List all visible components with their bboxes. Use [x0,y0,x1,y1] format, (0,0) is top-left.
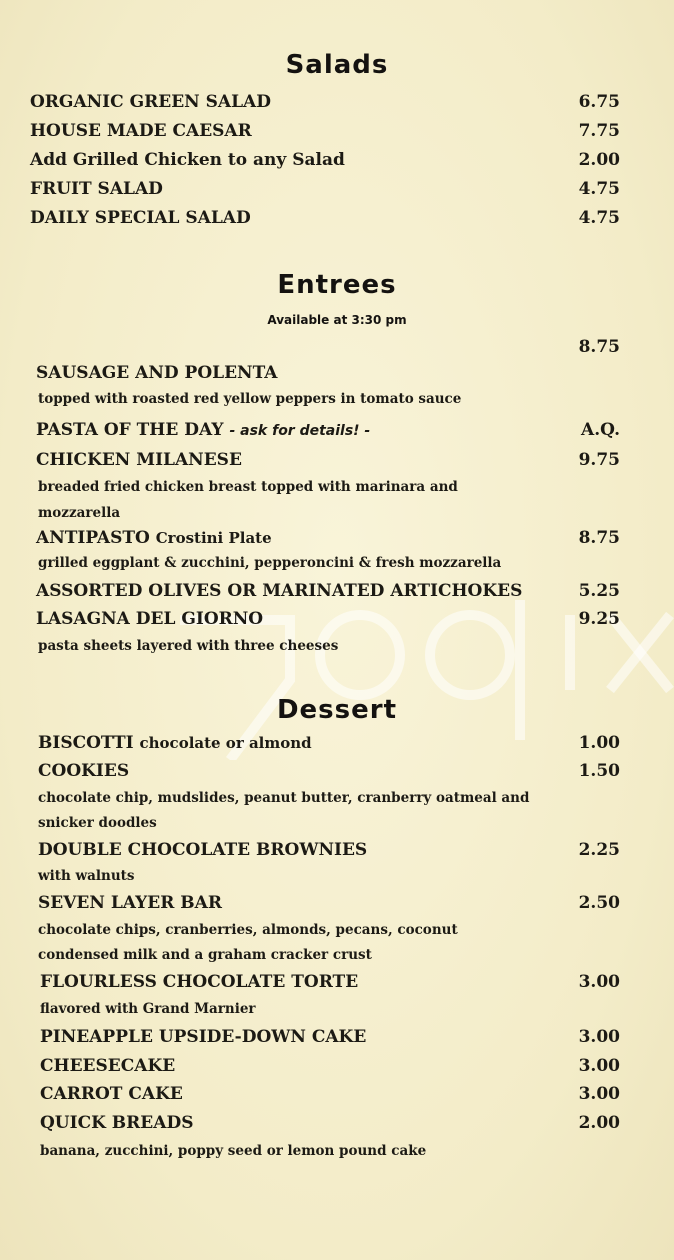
menu-item [36,417,620,443]
item-name-text: BISCOTTI [38,733,134,753]
item-price: 9.25 [578,609,620,629]
item-name-detail: Crostini Plate [155,529,272,547]
menu-item [30,334,620,360]
menu-item [40,1110,620,1136]
item-description: flavored with Grand Marnier [40,1001,256,1017]
menu-item [38,758,620,784]
item-name: HOUSE MADE CAESAR [30,121,252,141]
entrees-availability-note: Available at 3:30 pm [267,313,407,327]
item-price: 8.75 [578,337,620,357]
item-price: 7.75 [578,121,620,141]
menu-item [40,1024,620,1050]
item-name-text: ANTIPASTO [36,528,150,548]
item-price: 1.00 [578,733,620,753]
item-name: DAILY SPECIAL SALAD [30,208,251,228]
menu-item [36,525,620,551]
item-name: FRUIT SALAD [30,179,163,199]
item-price: 6.75 [578,92,620,112]
item-description: topped with roasted red yellow peppers in tomato sauce [38,391,462,407]
item-name: COOKIES [38,761,130,781]
menu-item [30,147,620,173]
item-name-text: PASTA OF THE DAY [36,420,224,440]
menu-item [40,1053,620,1079]
item-name: PINEAPPLE UPSIDE-DOWN CAKE [40,1027,367,1047]
item-name [36,417,370,444]
menu-item [30,89,620,115]
item-name: QUICK BREADS [40,1113,194,1133]
item-description: with walnuts [38,868,135,884]
item-price: 5.25 [578,581,620,601]
menu-item [36,578,620,604]
menu-item [36,447,620,473]
item-name: SEVEN LAYER BAR [38,893,222,913]
item-name-detail: chocolate or almond [139,734,312,752]
item-price: 9.75 [578,450,620,470]
item-note: - ask for details! - [229,423,371,439]
item-price: 3.00 [578,1056,620,1076]
item-name: FLOURLESS CHOCOLATE TORTE [40,972,359,992]
entrees-heading: Entrees [277,270,397,300]
item-description: chocolate chips, cranberries, almonds, pecans, coconut condensed milk and a graham cracker crust [38,922,458,963]
item-name: Add Grilled Chicken to any Salad [30,150,345,170]
dessert-heading: Dessert [276,695,398,725]
menu-item [30,176,620,202]
menu-item [30,205,620,231]
salads-heading: Salads [285,50,389,80]
item-description: banana, zucchini, poppy seed or lemon pound cake [40,1143,427,1159]
item-price: 4.75 [578,179,620,199]
item-name: CHEESECAKE [40,1056,176,1076]
item-price: 8.75 [578,528,620,548]
item-price: A.Q. [581,420,620,440]
item-name: ORGANIC GREEN SALAD [30,92,271,112]
item-price: 2.00 [578,1113,620,1133]
menu-item [38,730,620,756]
item-name: DOUBLE CHOCOLATE BROWNIES [38,840,368,860]
menu-item [40,1081,620,1107]
item-name: LASAGNA DEL GIORNO [36,609,264,629]
item-name [38,730,312,756]
menu-item [40,969,620,995]
menu-item [38,837,620,863]
item-name: CARROT CAKE [40,1084,183,1104]
item-price: 3.00 [578,972,620,992]
item-description: breaded fried chicken breast topped with marinara and mozzarella [38,479,458,521]
item-name [36,525,272,551]
item-price: 2.50 [578,893,620,913]
item-price: 2.25 [578,840,620,860]
item-name: CHICKEN MILANESE [36,450,242,470]
menu-item [36,360,620,386]
item-price: 1.50 [578,761,620,781]
item-price: 2.00 [578,150,620,170]
item-price: 3.00 [578,1027,620,1047]
item-description: chocolate chip, mudslides, peanut butter, cranberry oatmeal and snicker doodles [38,790,530,831]
item-name: SAUSAGE AND POLENTA [36,363,278,383]
menu-item [30,118,620,144]
item-price: 3.00 [578,1084,620,1104]
item-description: pasta sheets layered with three cheeses [38,638,339,654]
menu-item [36,606,620,632]
item-name: ASSORTED OLIVES OR MARINATED ARTICHOKES [36,581,523,601]
item-price: 4.75 [578,208,620,228]
menu-item [38,890,620,916]
item-description: grilled eggplant & zucchini, pepperoncini & fresh mozzarella [38,555,502,571]
